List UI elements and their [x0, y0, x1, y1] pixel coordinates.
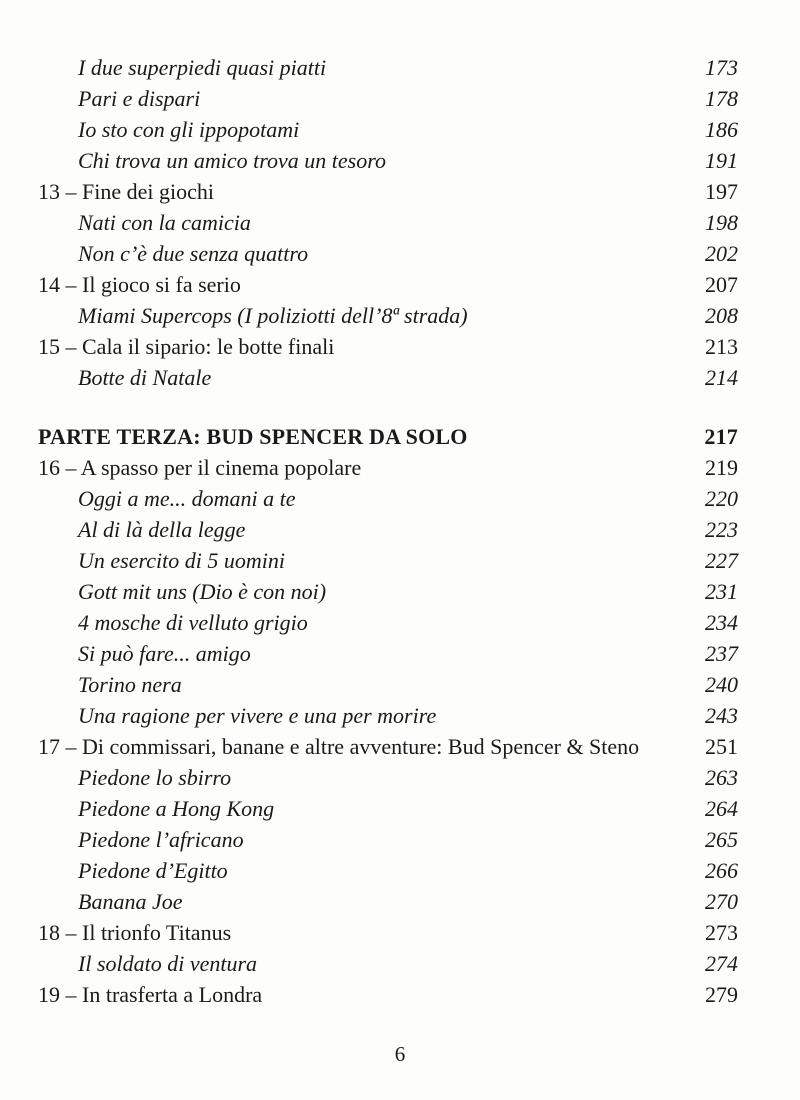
- toc-entry: [38, 207, 738, 238]
- toc-entry-title: 14 – Il gioco si fa serio: [38, 272, 241, 297]
- toc-entry-title: 18 – Il trionfo Titanus: [38, 920, 232, 945]
- toc-entry-title: 15 – Cala il sipario: le botte finali: [38, 334, 335, 359]
- toc-entry: [38, 176, 738, 207]
- toc-entry-title: Piedone a Hong Kong: [78, 796, 275, 821]
- toc-entry: [38, 917, 738, 948]
- toc-entry-title: Una ragione per vivere e una per morire: [78, 703, 437, 728]
- toc-entry: [38, 700, 738, 731]
- toc-entry: [38, 300, 738, 331]
- toc-entry: [38, 731, 738, 762]
- toc-entry-title: Il soldato di ventura: [78, 951, 258, 976]
- toc-entry-page: 202: [705, 241, 738, 266]
- toc-entry-title: PARTE TERZA: BUD SPENCER DA SOLO: [38, 424, 468, 449]
- toc-entry: [38, 607, 738, 638]
- toc-entry-title: Non c’è due senza quattro: [78, 241, 309, 266]
- toc-entry-page: 274: [705, 951, 738, 976]
- toc-entry-page: 263: [705, 765, 738, 790]
- toc-entry-title: Piedone lo sbirro: [78, 765, 232, 790]
- toc-entry-title: Un esercito di 5 uomini: [78, 548, 285, 573]
- toc-entry-page: 186: [705, 117, 738, 142]
- toc-entry-page: 270: [705, 889, 738, 914]
- toc-entry-title: Miami Supercops (I poliziotti dell’8ª strada): [78, 303, 468, 328]
- toc-entry: [38, 483, 738, 514]
- toc-entry-page: 279: [705, 982, 738, 1007]
- toc-entry-page: 251: [705, 734, 738, 759]
- toc-entry: [38, 145, 738, 176]
- toc-entry: [38, 638, 738, 669]
- toc-entry: [38, 452, 738, 483]
- toc-entry-title: 4 mosche di velluto grigio: [78, 610, 308, 635]
- toc-entry-page: 237: [705, 641, 738, 666]
- toc-entry-page: 178: [705, 86, 738, 111]
- toc-entry: [38, 855, 738, 886]
- toc-entry: [38, 948, 738, 979]
- toc-entry-title: Si può fare... amigo: [78, 641, 251, 666]
- toc-entry-page: 198: [705, 210, 738, 235]
- toc-entry: [38, 514, 738, 545]
- toc-entry-page: 273: [705, 920, 738, 945]
- toc-entry: [38, 114, 738, 145]
- toc-entry-page: 214: [705, 365, 738, 390]
- toc-entry: [38, 362, 738, 393]
- toc-entry-title: 19 – In trasferta a Londra: [38, 982, 263, 1007]
- toc-entry-title: Banana Joe: [78, 889, 183, 914]
- toc-entry-page: 208: [705, 303, 738, 328]
- toc-entry-title: Gott mit uns (Dio è con noi): [78, 579, 327, 604]
- toc-entry: [38, 331, 738, 362]
- toc-entry-title: Piedone l’africano: [78, 827, 244, 852]
- toc-entry: [38, 83, 738, 114]
- toc-entry: [38, 824, 738, 855]
- toc-entry: [38, 979, 738, 1010]
- toc-entry-title: Pari e dispari: [78, 86, 201, 111]
- toc-entry-title: Io sto con gli ippopotami: [78, 117, 300, 142]
- toc-entry-title: I due superpiedi quasi piatti: [78, 55, 327, 80]
- toc-entry-page: 220: [705, 486, 738, 511]
- folio-page-number: 6: [394, 1042, 406, 1066]
- toc-entry-title: Botte di Natale: [78, 365, 212, 390]
- toc-entry-page: 223: [705, 517, 738, 542]
- toc-entry: [38, 545, 738, 576]
- toc-entry-page: 264: [705, 796, 738, 821]
- table-of-contents: [38, 52, 738, 1010]
- toc-entry: [38, 886, 738, 917]
- toc-entry-title: Piedone d’Egitto: [78, 858, 228, 883]
- toc-entry-page: 173: [705, 55, 738, 80]
- toc-entry-title: Al di là della legge: [78, 517, 246, 542]
- toc-entry-page: 266: [705, 858, 738, 883]
- toc-entry: [38, 762, 738, 793]
- toc-entry-title: 17 – Di commissari, banane e altre avventure: Bud Spencer & Steno: [38, 734, 640, 759]
- toc-entry-page: 243: [705, 703, 738, 728]
- toc-entry-page: 227: [705, 548, 738, 573]
- toc-entry-title: Nati con la camicia: [78, 210, 251, 235]
- toc-entry-page: 240: [705, 672, 738, 697]
- toc-entry-title: 13 – Fine dei giochi: [38, 179, 214, 204]
- toc-entry: [38, 421, 738, 452]
- toc-entry: [38, 793, 738, 824]
- toc-entry-page: 231: [705, 579, 738, 604]
- toc-entry-page: 265: [705, 827, 738, 852]
- toc-entry-title: Oggi a me... domani a te: [78, 486, 296, 511]
- toc-entry: [38, 269, 738, 300]
- toc-entry-title: 16 – A spasso per il cinema popolare: [38, 455, 362, 480]
- toc-entry-page: 207: [705, 272, 738, 297]
- toc-entry: [38, 52, 738, 83]
- toc-entry-title: Torino nera: [78, 672, 182, 697]
- toc-entry: [38, 238, 738, 269]
- toc-entry-title: Chi trova un amico trova un tesoro: [78, 148, 386, 173]
- toc-entry: [38, 669, 738, 700]
- toc-entry-page: 191: [705, 148, 738, 173]
- toc-entry-page: 234: [705, 610, 738, 635]
- toc-entry: [38, 576, 738, 607]
- toc-entry-page: 219: [705, 455, 738, 480]
- toc-entry-page: 217: [704, 424, 738, 449]
- toc-entry-page: 213: [705, 334, 738, 359]
- toc-entry-page: 197: [705, 179, 738, 204]
